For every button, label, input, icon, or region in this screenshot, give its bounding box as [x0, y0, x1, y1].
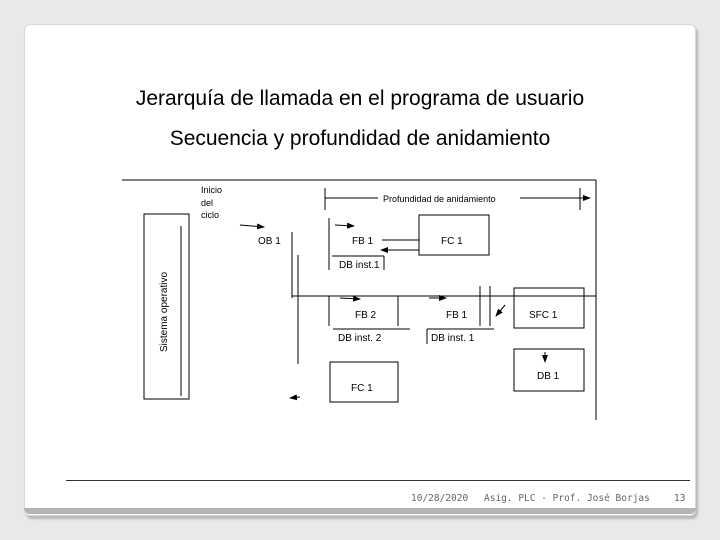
footer-date: 10/28/2020	[411, 493, 469, 504]
sfc1-label: SFC 1	[529, 310, 558, 321]
fc1-bottom-box	[330, 362, 398, 402]
footer-page-number: 13	[674, 493, 686, 504]
db1-label: DB 1	[537, 371, 560, 382]
slide-bottom-bar	[24, 508, 696, 514]
cycle-end-arrow	[290, 397, 300, 398]
fb1-top-arrow	[335, 225, 354, 226]
db-inst2-label: DB inst. 2	[338, 333, 382, 344]
ob1-entry-arrow	[240, 225, 264, 227]
start-cycle-label-3: ciclo	[201, 210, 220, 220]
start-cycle-label-2: del	[201, 198, 214, 208]
fb2-call-arrow	[340, 298, 360, 299]
depth-label: Profundidad de anidamiento	[383, 194, 496, 204]
operating-system-label: Sistema operativo	[159, 271, 170, 352]
fb2-label: FB 2	[355, 310, 377, 321]
ob1-label: OB 1	[258, 236, 281, 247]
footer-course: Asig. PLC - Prof. José Borjas	[484, 493, 650, 504]
fc1-top-box	[419, 215, 489, 255]
fc1-bottom-label: FC 1	[351, 383, 373, 394]
fb1-mid-label: FB 1	[446, 310, 468, 321]
db-inst1-top-label: DB inst.1	[339, 260, 380, 271]
slide-title: Jerarquía de llamada en el programa de usuario	[135, 87, 585, 110]
sfc1-return-arrow	[496, 305, 505, 316]
fb1-top-label: FB 1	[352, 236, 374, 247]
start-cycle-label-1: Inicio	[201, 185, 223, 195]
footer-divider	[66, 480, 690, 481]
slide-subtitle: Secuencia y profundidad de anidamiento	[169, 127, 551, 150]
fc1-top-label: FC 1	[441, 236, 463, 247]
sfc1-box	[514, 288, 584, 328]
db-inst1-mid-label: DB inst. 1	[431, 333, 475, 344]
db1-box	[514, 349, 584, 391]
